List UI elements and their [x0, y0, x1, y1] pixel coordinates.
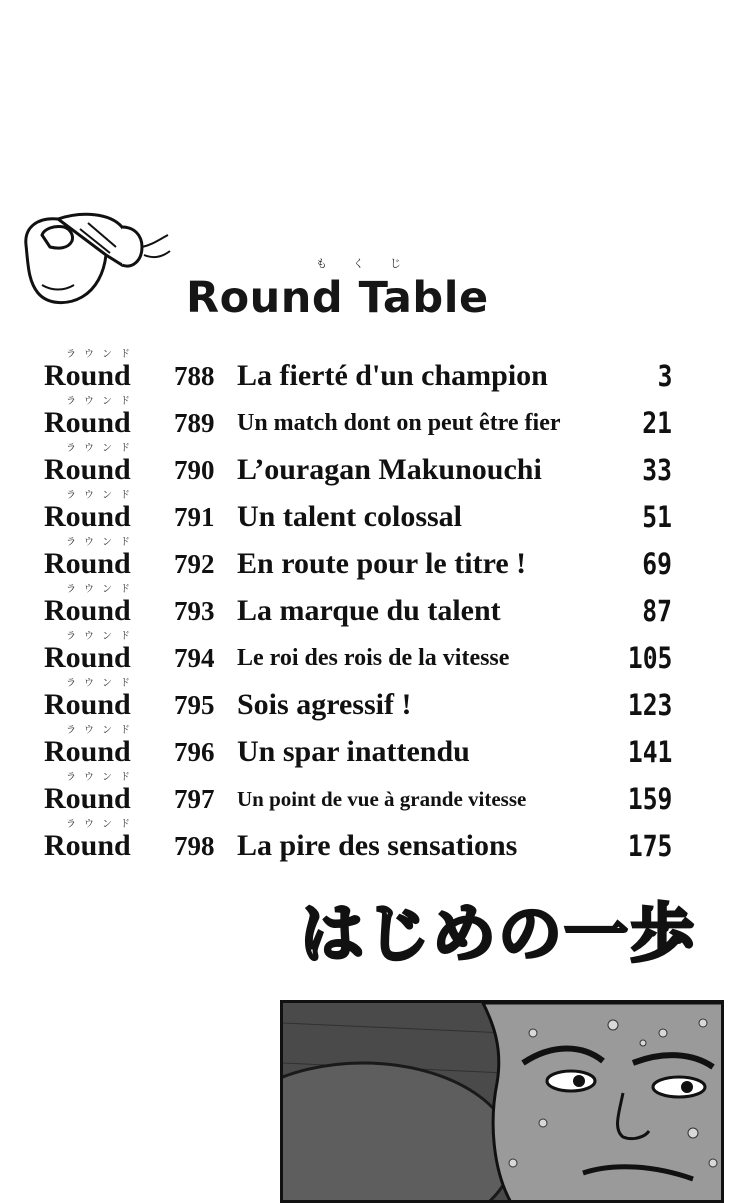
- round-furigana: ラウンド: [66, 584, 138, 595]
- toc-row-796[interactable]: [44, 725, 684, 772]
- round-furigana: ラウンド: [66, 396, 138, 407]
- round-label: Round: [44, 735, 131, 768]
- page-number: 21: [642, 406, 672, 440]
- chapter-title: L’ouragan Makunouchi: [237, 453, 542, 486]
- round-number: 788: [174, 361, 215, 391]
- toc-row-790[interactable]: [44, 443, 684, 490]
- round-furigana: ラウンド: [66, 678, 138, 689]
- toc-row-795[interactable]: [44, 678, 684, 725]
- round-number: 797: [174, 784, 215, 814]
- round-furigana: ラウンド: [66, 725, 138, 736]
- boxing-gloves-illustration: [18, 205, 178, 325]
- chapter-title: La fierté d'un champion: [237, 359, 548, 392]
- round-furigana: ラウンド: [66, 631, 138, 642]
- round-label: Round: [44, 782, 131, 815]
- page-number: 3: [657, 359, 672, 393]
- chapter-title: Le roi des rois de la vitesse: [237, 645, 510, 671]
- chapter-title: En route pour le titre !: [237, 547, 527, 580]
- page-number: 69: [642, 547, 672, 581]
- round-label: Round: [44, 406, 131, 439]
- round-label: Round: [44, 829, 131, 862]
- table-of-contents: [44, 349, 684, 866]
- toc-row-789[interactable]: [44, 396, 684, 443]
- chapter-title: La marque du talent: [237, 594, 501, 627]
- round-label: Round: [44, 688, 131, 721]
- page-number: 87: [642, 594, 672, 628]
- round-furigana: ラウンド: [66, 490, 138, 501]
- round-label: Round: [44, 547, 131, 580]
- round-number: 798: [174, 831, 215, 861]
- round-furigana: ラウンド: [66, 819, 138, 830]
- round-number: 789: [174, 408, 215, 438]
- round-label: Round: [44, 359, 131, 392]
- round-label: Round: [44, 594, 131, 627]
- round-furigana: ラウンド: [66, 349, 138, 360]
- page-number: 33: [642, 453, 672, 487]
- boxer-face-illustration: [283, 1003, 724, 1203]
- page-number: 141: [627, 735, 672, 769]
- chapter-title: Un spar inattendu: [237, 735, 470, 768]
- toc-row-798[interactable]: [44, 819, 684, 866]
- toc-row-797[interactable]: [44, 772, 684, 819]
- page-number: 159: [627, 782, 672, 816]
- round-furigana: ラウンド: [66, 772, 138, 783]
- round-number: 794: [174, 643, 215, 673]
- round-label: Round: [44, 500, 131, 533]
- round-furigana: ラウンド: [66, 443, 138, 454]
- toc-row-793[interactable]: [44, 584, 684, 631]
- round-number: 793: [174, 596, 215, 626]
- round-furigana: ラウンド: [66, 537, 138, 548]
- chapter-title: Sois agressif !: [237, 688, 412, 721]
- toc-row-792[interactable]: [44, 537, 684, 584]
- round-label: Round: [44, 641, 131, 674]
- chapter-title: Un point de vue à grande vitesse: [237, 787, 527, 811]
- page-number: 105: [627, 641, 672, 675]
- manga-illustration-panel: [280, 1000, 724, 1203]
- round-number: 790: [174, 455, 215, 485]
- page-number: 175: [627, 829, 672, 863]
- chapter-title: Un match dont on peut être fier: [237, 410, 561, 436]
- page-number: 51: [642, 500, 672, 534]
- page-title: Round Table: [186, 273, 489, 323]
- round-number: 792: [174, 549, 215, 579]
- title-furigana: もくじ: [316, 257, 427, 270]
- round-number: 795: [174, 690, 215, 720]
- toc-row-791[interactable]: [44, 490, 684, 537]
- toc-row-794[interactable]: [44, 631, 684, 678]
- chapter-title: La pire des sensations: [237, 829, 518, 862]
- round-label: Round: [44, 453, 131, 486]
- round-number: 796: [174, 737, 215, 767]
- page-number: 123: [627, 688, 672, 722]
- chapter-title: Un talent colossal: [237, 500, 462, 533]
- round-number: 791: [174, 502, 215, 532]
- series-logo: はじめの一歩: [300, 898, 696, 972]
- toc-row-788[interactable]: [44, 349, 684, 396]
